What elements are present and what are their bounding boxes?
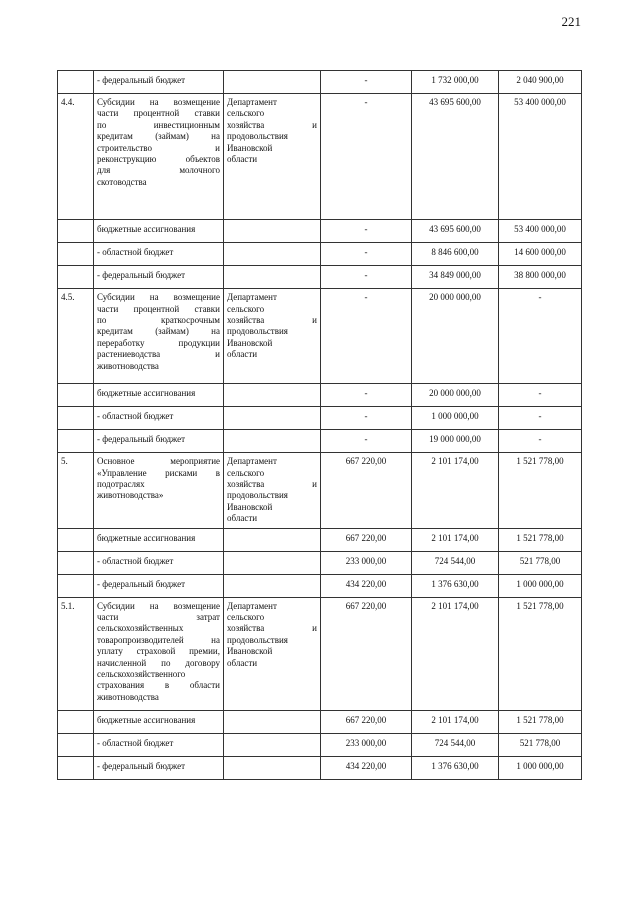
cell-executor xyxy=(224,757,321,780)
cell-amount-2: 1 376 630,00 xyxy=(412,574,499,597)
cell-executor xyxy=(224,266,321,289)
executor-line: хозяйства и xyxy=(227,119,317,130)
cell-amount-2: 43 695 600,00 xyxy=(412,94,499,220)
cell-amount-3: 38 800 000,00 xyxy=(499,266,582,289)
cell-number: 4.5. xyxy=(58,289,94,384)
cell-amount-1: - xyxy=(321,94,412,220)
executor-line: области xyxy=(227,657,258,668)
table-row-budget-line xyxy=(58,734,582,757)
name-line: начисленной по договору xyxy=(97,657,220,668)
cell-name xyxy=(94,528,224,551)
table-row-measure xyxy=(58,597,582,711)
cell-amount-2: 8 846 600,00 xyxy=(412,243,499,266)
name-line: части затрат xyxy=(97,611,220,622)
cell-amount-3: 1 000 000,00 xyxy=(499,574,582,597)
table-row-budget-line xyxy=(58,711,582,734)
name-line: - федеральный бюджет xyxy=(97,75,186,85)
name-line: Субсидии на возмещение xyxy=(97,292,220,303)
table-row-measure xyxy=(58,289,582,384)
cell-amount-1: - xyxy=(321,407,412,430)
cell-executor xyxy=(224,551,321,574)
executor-line: Департамент xyxy=(227,456,277,467)
cell-executor xyxy=(224,71,321,94)
cell-spacer xyxy=(97,188,220,216)
name-line: «Управление рисками в xyxy=(97,467,220,478)
name-line: - федеральный бюджет xyxy=(97,434,186,445)
name-line: переработку продукции xyxy=(97,337,220,348)
cell-number xyxy=(58,220,94,243)
cell-number xyxy=(58,757,94,780)
name-line: Субсидии на возмещение xyxy=(97,600,220,611)
cell-name xyxy=(94,384,224,407)
table-row-measure xyxy=(58,453,582,528)
name-line: страхования в области xyxy=(97,680,220,691)
budget-table-body xyxy=(58,71,582,780)
executor-line: продовольствия xyxy=(227,131,288,142)
cell-number xyxy=(58,243,94,266)
name-line: бюджетные ассигнования xyxy=(97,388,196,399)
table-row-budget-line xyxy=(58,266,582,289)
cell-number xyxy=(58,528,94,551)
cell-amount-3: 2 040 900,00 xyxy=(499,71,582,94)
name-line: сельскохозяйственного xyxy=(97,668,186,679)
cell-amount-2: 1 732 000,00 xyxy=(412,71,499,94)
cell-amount-1: 667 220,00 xyxy=(321,528,412,551)
cell-amount-1: 233 000,00 xyxy=(321,551,412,574)
cell-number xyxy=(58,711,94,734)
cell-amount-3: - xyxy=(499,407,582,430)
table-row-budget-line xyxy=(58,384,582,407)
executor-line: Департамент xyxy=(227,600,277,611)
name-line: части процентной ставки xyxy=(97,303,220,314)
name-line: кредитам (займам) на xyxy=(97,326,220,337)
cell-amount-2: 1 376 630,00 xyxy=(412,757,499,780)
name-line: по краткосрочным xyxy=(97,315,220,326)
table-row-budget-line xyxy=(58,757,582,780)
cell-amount-3: - xyxy=(499,384,582,407)
name-line: бюджетные ассигнования xyxy=(97,532,196,543)
name-line: - областной бюджет xyxy=(97,411,174,422)
cell-amount-3: 1 521 778,00 xyxy=(499,711,582,734)
cell-number xyxy=(58,71,94,94)
cell-amount-1: 434 220,00 xyxy=(321,574,412,597)
cell-spacer xyxy=(97,372,220,380)
cell-amount-2: 724 544,00 xyxy=(412,551,499,574)
cell-amount-1: - xyxy=(321,71,412,94)
name-line: - областной бюджет xyxy=(97,555,174,566)
name-line: животноводства xyxy=(97,691,159,702)
name-line: Основное мероприятие xyxy=(97,456,220,467)
cell-amount-2: 34 849 000,00 xyxy=(412,266,499,289)
executor-line: продовольствия xyxy=(227,326,288,337)
cell-amount-1: - xyxy=(321,384,412,407)
cell-name xyxy=(94,94,224,220)
name-line: сельскохозяйственных xyxy=(97,623,184,634)
cell-amount-3: 53 400 000,00 xyxy=(499,94,582,220)
executor-line: области xyxy=(227,349,258,360)
name-line: бюджетные ассигнования xyxy=(97,224,196,235)
cell-number xyxy=(58,266,94,289)
cell-amount-2: 43 695 600,00 xyxy=(412,220,499,243)
executor-line: сельского xyxy=(227,611,265,622)
name-line: бюджетные ассигнования xyxy=(97,715,196,726)
cell-number xyxy=(58,407,94,430)
cell-name xyxy=(94,289,224,384)
table-row-budget-line xyxy=(58,220,582,243)
cell-amount-3: 14 600 000,00 xyxy=(499,243,582,266)
executor-line: продовольствия xyxy=(227,634,288,645)
cell-executor xyxy=(224,597,321,711)
executor-line: сельского xyxy=(227,108,265,119)
cell-executor xyxy=(224,574,321,597)
cell-number: 4.4. xyxy=(58,94,94,220)
cell-name xyxy=(94,597,224,711)
cell-amount-2: 724 544,00 xyxy=(412,734,499,757)
table-row-measure xyxy=(58,94,582,220)
cell-number xyxy=(58,430,94,453)
cell-executor xyxy=(224,289,321,384)
cell-name xyxy=(94,757,224,780)
name-line: растениеводства и xyxy=(97,349,220,360)
cell-amount-2: 2 101 174,00 xyxy=(412,528,499,551)
cell-amount-2: 1 000 000,00 xyxy=(412,407,499,430)
cell-amount-2: 19 000 000,00 xyxy=(412,430,499,453)
table-row-budget-line xyxy=(58,528,582,551)
cell-number xyxy=(58,384,94,407)
budget-table xyxy=(57,70,582,780)
name-line: кредитам (займам) на xyxy=(97,131,220,142)
cell-amount-3: 1 521 778,00 xyxy=(499,597,582,711)
executor-line: Ивановской xyxy=(227,142,273,153)
cell-amount-3: 1 521 778,00 xyxy=(499,528,582,551)
cell-amount-2: 20 000 000,00 xyxy=(412,384,499,407)
name-line: Субсидии на возмещение xyxy=(97,97,220,107)
cell-name xyxy=(94,453,224,528)
name-line: строительство и xyxy=(97,142,220,153)
name-line: реконструкцию объектов xyxy=(97,154,220,165)
cell-amount-3: - xyxy=(499,289,582,384)
name-line: - областной бюджет xyxy=(97,247,174,258)
cell-executor xyxy=(224,528,321,551)
cell-amount-1: - xyxy=(321,289,412,384)
name-line: - областной бюджет xyxy=(97,738,174,749)
cell-amount-1: 667 220,00 xyxy=(321,453,412,528)
cell-spacer xyxy=(97,703,220,707)
cell-name xyxy=(94,430,224,453)
page-number: 221 xyxy=(561,14,581,29)
executor-line: продовольствия xyxy=(227,490,288,501)
name-line: по инвестиционным xyxy=(97,119,220,130)
name-line: подотраслях xyxy=(97,478,145,489)
cell-name xyxy=(94,574,224,597)
executor-line: сельского xyxy=(227,303,265,314)
cell-amount-3: 1 521 778,00 xyxy=(499,453,582,528)
cell-executor xyxy=(224,243,321,266)
cell-name xyxy=(94,711,224,734)
executor-line: Департамент xyxy=(227,97,277,107)
cell-amount-2: 20 000 000,00 xyxy=(412,289,499,384)
cell-amount-2: 2 101 174,00 xyxy=(412,453,499,528)
cell-amount-1: - xyxy=(321,220,412,243)
name-line: животноводства xyxy=(97,360,159,371)
cell-name xyxy=(94,551,224,574)
cell-number xyxy=(58,734,94,757)
executor-line: хозяйства и xyxy=(227,315,317,326)
table-row-budget-line xyxy=(58,71,582,94)
cell-executor xyxy=(224,430,321,453)
cell-amount-3: 1 000 000,00 xyxy=(499,757,582,780)
cell-name xyxy=(94,71,224,94)
cell-amount-3: 521 778,00 xyxy=(499,734,582,757)
cell-number: 5.1. xyxy=(58,597,94,711)
name-line: - федеральный бюджет xyxy=(97,578,186,589)
table-row-budget-line xyxy=(58,407,582,430)
table-row-budget-line xyxy=(58,430,582,453)
cell-executor xyxy=(224,407,321,430)
name-line: уплату страховой премии, xyxy=(97,646,220,657)
cell-executor xyxy=(224,453,321,528)
executor-line: хозяйства и xyxy=(227,478,317,489)
cell-executor xyxy=(224,711,321,734)
cell-name xyxy=(94,266,224,289)
cell-name xyxy=(94,407,224,430)
cell-amount-3: 521 778,00 xyxy=(499,551,582,574)
executor-line: Ивановской xyxy=(227,501,273,512)
cell-executor xyxy=(224,220,321,243)
name-line: скотоводства xyxy=(97,176,147,187)
table-row-budget-line xyxy=(58,243,582,266)
cell-amount-3: - xyxy=(499,430,582,453)
cell-amount-2: 2 101 174,00 xyxy=(412,711,499,734)
cell-spacer xyxy=(97,502,220,514)
table-row-budget-line xyxy=(58,551,582,574)
cell-name xyxy=(94,220,224,243)
cell-amount-1: - xyxy=(321,430,412,453)
cell-name xyxy=(94,243,224,266)
cell-amount-1: - xyxy=(321,266,412,289)
executor-line: сельского xyxy=(227,467,265,478)
cell-amount-1: 667 220,00 xyxy=(321,711,412,734)
executor-line: Ивановской xyxy=(227,337,273,348)
executor-line: области xyxy=(227,154,258,165)
cell-amount-1: - xyxy=(321,243,412,266)
cell-amount-1: 233 000,00 xyxy=(321,734,412,757)
name-line: товаропроизводителей на xyxy=(97,634,220,645)
executor-line: области xyxy=(227,513,258,524)
cell-number: 5. xyxy=(58,453,94,528)
cell-executor xyxy=(224,384,321,407)
name-line: части процентной ставки xyxy=(97,108,220,119)
name-line: - федеральный бюджет xyxy=(97,270,186,281)
cell-amount-1: 434 220,00 xyxy=(321,757,412,780)
executor-line: Ивановской xyxy=(227,646,273,657)
table-row-budget-line xyxy=(58,574,582,597)
cell-number xyxy=(58,551,94,574)
name-line: животноводства» xyxy=(97,490,164,501)
executor-line: хозяйства и xyxy=(227,623,317,634)
cell-number xyxy=(58,574,94,597)
cell-executor xyxy=(224,734,321,757)
executor-line: Департамент xyxy=(227,292,277,303)
cell-amount-1: 667 220,00 xyxy=(321,597,412,711)
name-line: для молочного xyxy=(97,165,220,176)
cell-name xyxy=(94,734,224,757)
name-line: - федеральный бюджет xyxy=(97,761,186,772)
cell-executor xyxy=(224,94,321,220)
cell-amount-3: 53 400 000,00 xyxy=(499,220,582,243)
cell-amount-2: 2 101 174,00 xyxy=(412,597,499,711)
